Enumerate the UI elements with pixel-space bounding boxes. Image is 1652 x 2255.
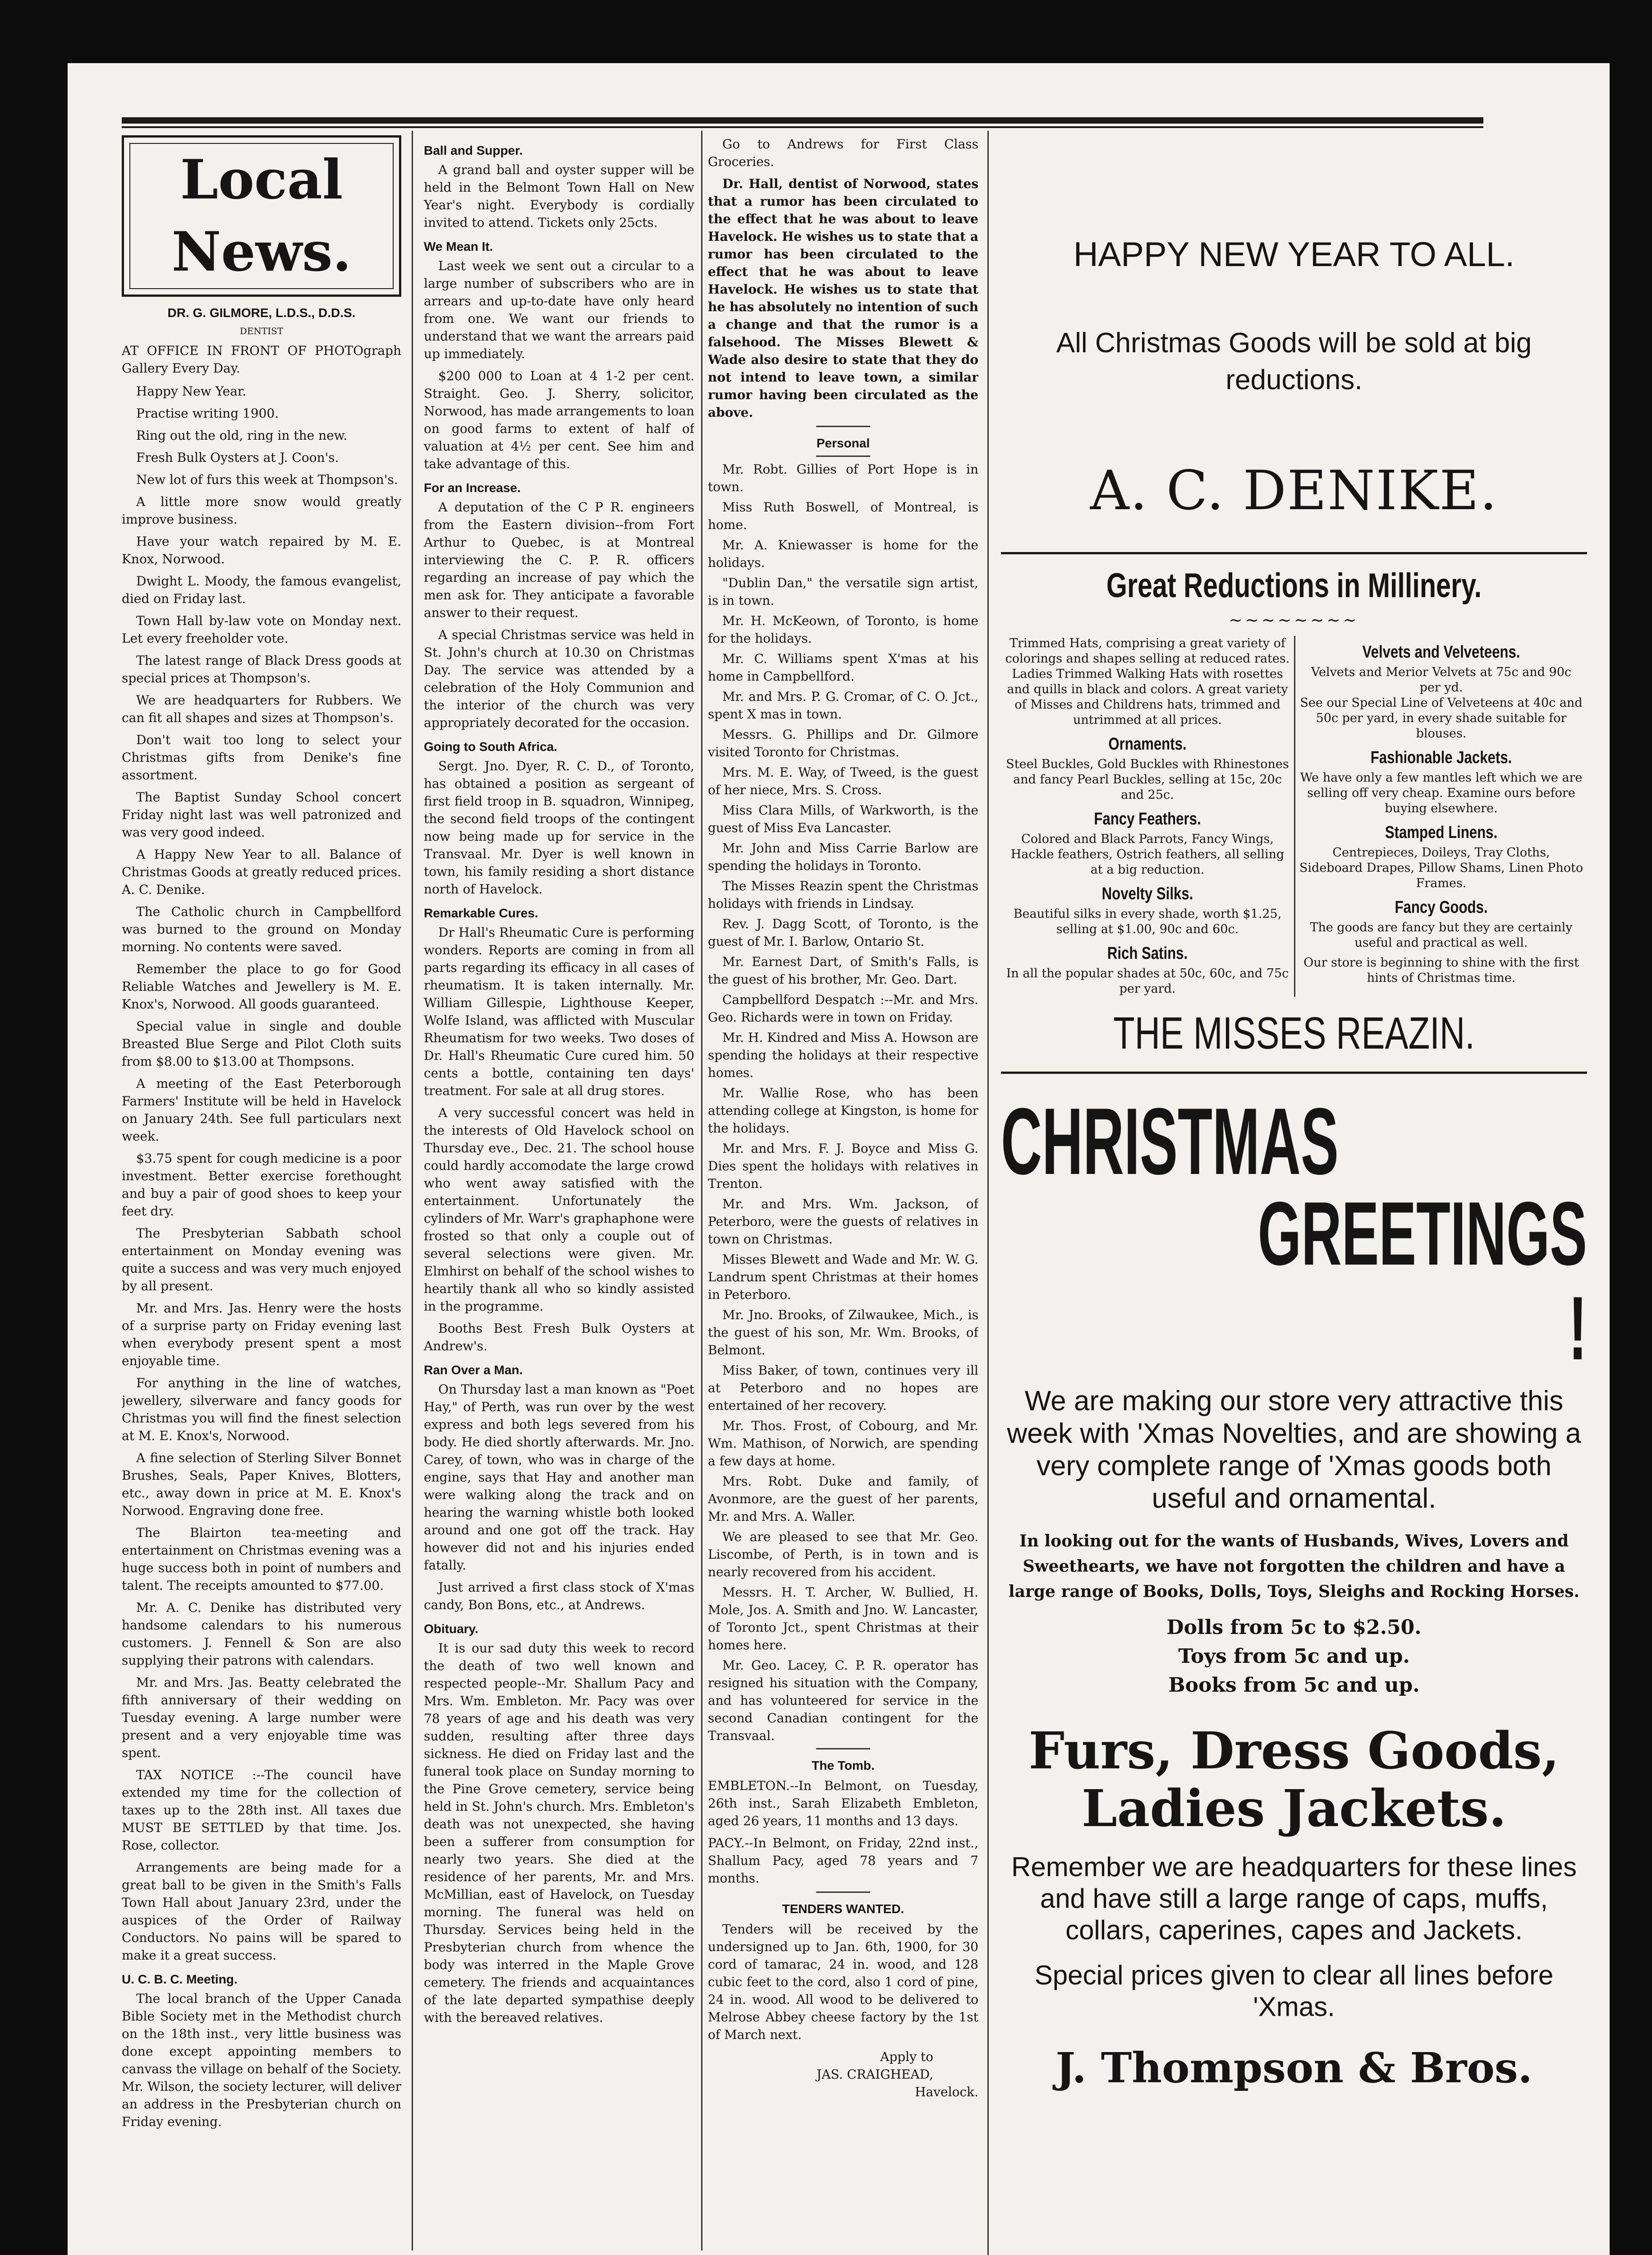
news-item: For anything in the line of watches, jewellery, silverware and fancy goods for Christmas you will find the finest selection at M. E. Knox's, Norwood. bbox=[122, 1376, 401, 1443]
ad-divider bbox=[1001, 552, 1587, 554]
news-item: The latest range of Black Dress goods at special prices at Thompson's. bbox=[122, 653, 401, 686]
divider bbox=[816, 456, 870, 457]
divider bbox=[816, 1748, 870, 1749]
dentist-office: AT OFFICE IN FRONT OF PHOTOgraph Gallery Every Day. bbox=[122, 343, 401, 376]
millinery-ad bbox=[1001, 563, 1587, 1063]
news-item: Remember the place to go for Good Reliable Watches and Jewellery is M. E. Knox's, Norwood. All goods guaranteed. bbox=[122, 962, 401, 1012]
velveteens-text: See our Special Line of Velveteens at 40c and 50c per yard, in every shade suitable for blouses. bbox=[1300, 696, 1583, 741]
news-item: Messrs. G. Phillips and Dr. Gilmore visited Toronto for Christmas. bbox=[708, 727, 978, 759]
tenders-text: Tenders will be received by the undersigned up to Jan. 6th, 1900, for 30 cord of tamarac, 24 in. wood, and 128 cubic feet to the cord, also 1 cord of pine, 24 in. wood. All wood to be delivered to Melrose Abbey cheese factory by the 1st of March next. bbox=[708, 1922, 978, 2042]
news-item: Misses Blewett and Wade and Mr. W. G. Landrum spent Christmas at their homes in Peterboro. bbox=[708, 1252, 978, 1302]
millinery-columns bbox=[1001, 636, 1587, 997]
andrews-text: Go to Andrews for First Class Groceries. bbox=[708, 137, 978, 169]
divider bbox=[816, 426, 870, 427]
christmas-heading: CHRISTMAS bbox=[1001, 1088, 1339, 1194]
price-toys: Toys from 5c and up. bbox=[1178, 1645, 1410, 1668]
news-item: Mr. Robt. Gillies of Port Hope is in town. bbox=[708, 462, 978, 494]
africa-heading: Going to South Africa. bbox=[424, 740, 558, 754]
tenders-heading: TENDERS WANTED. bbox=[782, 1902, 904, 1916]
silks-heading: Novelty Silks. bbox=[1101, 884, 1193, 903]
cures-heading: Remarkable Cures. bbox=[424, 906, 538, 920]
cures-text: Dr Hall's Rheumatic Cure is performing wonders. Reports are coming in from all parts regarding its efficacy in all cases of rheumatism. It is taken internally. Mr. William Gillespie, Lighthouse Keeper, Wolfe Island, was afflicted with Muscular Rheumatism for two weeks. Two doses of Dr. Hall's Rheumatic Cure cured him. 50 cents a bottle, containing ten days' treatment. For sale at all drug stores. bbox=[424, 925, 694, 1098]
greetings-heading: GREETINGS ! bbox=[1257, 1183, 1587, 1379]
column-divider bbox=[987, 131, 989, 2255]
millinery-right bbox=[1294, 636, 1587, 997]
news-item: "Dublin Dan," the versatile sign artist, is in town. bbox=[708, 575, 978, 608]
ad-divider bbox=[1001, 1072, 1587, 1074]
velvets-text: Velvets and Merior Velvets at 75c and 90c per yd. bbox=[1311, 665, 1571, 695]
news-item: We are pleased to see that Mr. Geo. Liscombe, of Perth, is in town and is nearly recovered from his accident. bbox=[708, 1529, 978, 1579]
news-item: PACY.--In Belmont, on Friday, 22nd inst., Shallum Pacy, aged 78 years and 7 months. bbox=[708, 1836, 978, 1886]
news-item: Mr. and Mrs. Jas. Beatty celebrated the fifth anniversary of their wedding on Tuesday evening. A large number were present and a very enjoyable time was spent. bbox=[122, 1675, 401, 1760]
ucbc-text: The local branch of the Upper Canada Bible Society met in the Methodist church on the 18th inst., very little business was done except appointing members to canvass the village on behalf of the Society. Mr. Wilson, the society lecturer, will deliver an address in the Presbyterian church on Friday evening. bbox=[122, 1991, 401, 2129]
news-item: The Baptist Sunday School concert Friday night last was well patronized and was very good indeed. bbox=[122, 790, 401, 840]
obituary-heading: Obituary. bbox=[424, 1622, 478, 1636]
candy-text: Just arrived a first class stock of X'mas candy, Bon Bons, etc., at Andrews. bbox=[424, 1580, 694, 1612]
linens-text: Centrepieces, Doileys, Tray Cloths, Sideboard Drapes, Pillow Shams, Linen Photo Frames. bbox=[1299, 846, 1583, 890]
feathers-heading: Fancy Feathers. bbox=[1094, 810, 1201, 828]
news-item: Mr. H. McKeown, of Toronto, is home for the holidays. bbox=[708, 613, 978, 646]
news-item: The Blairton tea-meeting and entertainment on Christmas evening was a huge success both in point of numbers and talent. The receipts amounted to $77.00. bbox=[122, 1525, 401, 1593]
thompson-body-4: Special prices given to clear all lines before 'Xmas. bbox=[1034, 1960, 1554, 2022]
satins-text: In all the popular shades at 50c, 60c, and 75c per yard. bbox=[1006, 966, 1289, 996]
news-item: Mr. A. C. Denike has distributed very handsome calendars to his numerous customers. J. Fennell & Son are also supplying their patrons with calendars. bbox=[122, 1600, 401, 1668]
increase-heading: For an Increase. bbox=[424, 481, 521, 495]
millinery-flourish: ~~~~~~~~ bbox=[1229, 611, 1359, 630]
news-item: Mr. A. Kniewasser is home for the holidays. bbox=[708, 538, 978, 570]
news-item: Mr. and Mrs. F. J. Boyce and Miss G. Dies spent the holidays with relatives in Trenton. bbox=[708, 1141, 978, 1191]
thompson-body-2: In looking out for the wants of Husbands, Wives, Lovers and Sweethearts, we have not forgotten the children and have a large range of Books, Dolls, Toys, Sleighs and Rocking Horses. bbox=[1008, 1532, 1580, 1601]
obituary-text: It is our sad duty this week to record the death of two well known and respected people--Mr. Shallum Pacy and Mrs. Wm. Embleton. Mr. Pacy was over 78 years of age and his death was very sudden, resulting after three days sickness. He died on Friday last and the funeral took place on Sunday morning to the Pine Grove cemetery, service being held in St. John's church. Mrs. Embleton's death was not unexpected, she having been a sufferer from consumption for nearly two years. She died at the residence of her parents, Mr. and Mrs. McMillian, east of Havelock, on Tuesday morning. The funeral was held on Thursday. Services being held in the Presbyterian church from whence the body was interred in the Maple Grove cemetery. The friends and acquaintances of the late departed sympathise deeply with the bereaved relatives. bbox=[424, 1641, 694, 2025]
newspaper-page bbox=[68, 63, 1610, 2255]
news-column-2 bbox=[424, 135, 694, 2031]
news-item: The Misses Reazin spent the Christmas holidays with friends in Lindsay. bbox=[708, 879, 978, 911]
news-item: Don't wait too long to select your Christmas gifts from Denike's fine assortment. bbox=[122, 732, 401, 782]
fancy-goods-text: The goods are fancy but they are certainly useful and practical as well. bbox=[1310, 920, 1573, 950]
jackets-text: We have only a few mantles left which we are selling off very cheap. Examine ours before buying elsewhere. bbox=[1300, 771, 1583, 815]
news-item: Mr. and Mrs. Jas. Henry were the hosts of a surprise party on Friday evening last when everybody present spent a most enjoyable time. bbox=[122, 1301, 401, 1368]
news-column-3 bbox=[708, 135, 978, 2101]
news-item: EMBLETON.--In Belmont, on Tuesday, 26th inst., Sarah Elizabeth Embleton, aged 26 years, 11 months and 13 days. bbox=[708, 1778, 978, 1828]
velvets-heading: Velvets and Velveteens. bbox=[1362, 643, 1520, 662]
news-item: Mrs. M. E. Way, of Tweed, is the guest of her niece, Mrs. S. Cross. bbox=[708, 765, 978, 797]
price-dolls: Dolls from 5c to $2.50. bbox=[1166, 1616, 1422, 1639]
millinery-left bbox=[1001, 636, 1294, 997]
top-rule-thin bbox=[122, 126, 1483, 128]
dentist-name: DR. G. GILMORE, L.D.S., D.D.S. bbox=[167, 306, 356, 320]
news-item: Mr. and Mrs. Wm. Jackson, of Peterboro, were the guests of relatives in town on Christmas. bbox=[708, 1197, 978, 1247]
news-item: New lot of furs this week at Thompson's. bbox=[136, 472, 398, 487]
column-divider bbox=[701, 131, 702, 2250]
run-over-text: On Thursday last a man known as "Poet Hay," of Perth, was run over by the west express and both legs severed from his body. He died shortly afterwards. Mr. Jno. Carey, of town, who was in charge of the engine, says that Hay and another man were walking along the track and on hearing the warning whistle both looked around and one got off the track. Hay however did not and his injuries ended fatally. bbox=[424, 1382, 694, 1573]
tenders-place: Havelock. bbox=[915, 2085, 978, 2099]
news-item: The Catholic church in Campbellford was burned to the ground on Monday morning. No contents were saved. bbox=[122, 904, 401, 954]
mean-text: Last week we sent out a circular to a large number of subscribers who are in arrears and up-to-date have only heard from one. We want our friends to understand that we want the arrears paid up immediately. bbox=[424, 258, 694, 361]
local-items bbox=[122, 382, 401, 1964]
thompson-body-1: We are making our store very attractive this week with 'Xmas Novelties, and are showing a very complete range of 'Xmas goods both useful and ornamental. bbox=[1007, 1385, 1581, 1514]
news-item: Mr. Jno. Brooks, of Zilwaukee, Mich., is the guest of his son, Mr. Wm. Brooks, of Belmont. bbox=[708, 1307, 978, 1358]
ball-heading: Ball and Supper. bbox=[424, 143, 523, 157]
news-item: Campbellford Despatch :--Mr. and Mrs. Geo. Richards were in town on Friday. bbox=[708, 992, 978, 1025]
concert-text: A very successful concert was held in the interests of Old Havelock school on Thursday eve., Dec. 21. The school house could hardly accomodate the large crowd who went away satisfied with the entertainment. Unfortunately the cylinders of Mr. Warr's graphaphone were frosted so that only a couple out of several selections were given. Mr. Elmhirst on behalf of the school wishes to heartily thank all who so kindly assisted in the programme. bbox=[424, 1105, 694, 1314]
tomb-items bbox=[708, 1777, 978, 1887]
booths-text: Booths Best Fresh Bulk Oysters at Andrew's. bbox=[424, 1321, 694, 1353]
furs-heading: Furs, Dress Goods, Ladies Jackets. bbox=[1028, 1721, 1560, 1838]
news-item: Mr. H. Kindred and Miss A. Howson are spending the holidays at their respective homes. bbox=[708, 1030, 978, 1080]
run-over-heading: Ran Over a Man. bbox=[424, 1363, 523, 1377]
news-item: Mr. Wallie Rose, who has been attending college at Kingston, is home for the holidays. bbox=[708, 1086, 978, 1136]
jackets-heading: Fashionable Jackets. bbox=[1370, 748, 1512, 767]
masthead-frame bbox=[122, 135, 401, 297]
divider bbox=[816, 1891, 870, 1893]
masthead-title: Local News. bbox=[129, 143, 394, 289]
news-item: Town Hall by-law vote on Monday next. Let every freeholder vote. bbox=[122, 613, 401, 646]
news-item: A Happy New Year to all. Balance of Christmas Goods at greatly reduced prices. A. C. Denike. bbox=[122, 847, 401, 897]
news-item: Have your watch repaired by M. E. Knox, Norwood. bbox=[122, 534, 401, 566]
hats-text: Trimmed Hats, comprising a great variety of colorings and shapes selling at reduced rates. Ladies Trimmed Walking Hats with rosettes and quills in black and colors. A great variety of Misses and Childrens hats, trimmed and untrimmed at all prices. bbox=[1005, 636, 1290, 727]
thompson-body-3: Remember we are headquarters for these lines and have still a large range of caps, muffs, collars, caperines, capes and Jackets. bbox=[1011, 1852, 1577, 1945]
news-column-1 bbox=[122, 135, 401, 2135]
news-item: Miss Baker, of town, continues very ill at Peterboro and no hopes are entertained of her recovery. bbox=[708, 1363, 978, 1413]
feathers-text: Colored and Black Parrots, Fancy Wings, Hackle feathers, Ostrich feathers, all selling at a big reduction. bbox=[1010, 832, 1285, 877]
loan-text: $200 000 to Loan at 4 1-2 per cent. Straight. Geo. J. Sherry, solicitor, Norwood, has made arrangements to loan on good farms to extent of half of valuation at 4½ per cent. See him and take advantage of this. bbox=[424, 368, 694, 471]
fancy-goods-heading: Fancy Goods. bbox=[1395, 898, 1488, 917]
ornaments-heading: Ornaments. bbox=[1108, 735, 1187, 754]
news-item: A fine selection of Sterling Silver Bonnet Brushes, Seals, Paper Knives, Blotters, etc., away down in price at M. E. Knox's Norwood. Engraving done free. bbox=[122, 1450, 401, 1518]
denike-line: All Christmas Goods will be sold at big reductions. bbox=[1056, 327, 1532, 396]
tenders-signature: JAS. CRAIGHEAD, bbox=[816, 2067, 933, 2082]
news-item: Ring out the old, ring in the new. bbox=[136, 428, 348, 443]
news-item: Happy New Year. bbox=[136, 384, 247, 399]
news-item: Dwight L. Moody, the famous evangelist, died on Friday last. bbox=[122, 574, 401, 606]
denike-name: A. C. DENIKE. bbox=[1090, 460, 1498, 522]
price-books: Books from 5c and up. bbox=[1168, 1674, 1420, 1697]
news-item: A little more snow would greatly improve business. bbox=[122, 494, 401, 527]
personal-items bbox=[708, 460, 978, 1744]
top-rule bbox=[122, 117, 1483, 124]
tenders-apply: Apply to bbox=[880, 2049, 933, 2064]
news-item: Messrs. H. T. Archer, W. Bullied, H. Mole, Jos. A. Smith and Jno. W. Lancaster, of Toronto Jct., spent Christmas at their homes here. bbox=[708, 1585, 978, 1652]
news-item: The Presbyterian Sabbath school entertainment on Monday evening was quite a success and was very much enjoyed by all present. bbox=[122, 1226, 401, 1293]
thompson-name: J. Thompson & Bros. bbox=[1055, 2043, 1533, 2092]
mean-heading: We Mean It. bbox=[424, 239, 493, 253]
news-item: A meeting of the East Peterborough Farmers' Institute will be held in Havelock on January 24th. See full particulars next week. bbox=[122, 1076, 401, 1144]
misses-reazin-signature: THE MISSES REAZIN. bbox=[1113, 1008, 1475, 1058]
dr-hall-text: Dr. Hall, dentist of Norwood, states that a rumor has been circulated to the effect that he was about to leave Havelock. He wishes us to state that a rumor has been circulated to the effect that he was about to leave Havelock. He wishes us to state that he has absolutely no intention of such a change and that the rumor is a falsehood. The Misses Blewett & Wade also desire to state that they do not intend to leave town, a similar rumor having been circulated as the above. bbox=[708, 176, 978, 420]
news-item: Miss Ruth Boswell, of Montreal, is home. bbox=[708, 500, 978, 532]
news-item: Mr. Geo. Lacey, C. P. R. operator has resigned his situation with the Company, and has volunteered for service in the second Canadian contingent for the Transvaal. bbox=[708, 1658, 978, 1743]
news-item: Mr. Earnest Dart, of Smith's Falls, is the guest of his brother, Mr. Geo. Dart. bbox=[708, 954, 978, 987]
news-item: Special value in single and double Breasted Blue Serge and Pilot Cloth suits from $8.00 to $13.00 at Thompsons. bbox=[122, 1019, 401, 1069]
thompson-ad bbox=[1001, 1088, 1587, 2095]
linens-heading: Stamped Linens. bbox=[1385, 823, 1498, 842]
news-item: We are headquarters for Rubbers. We can fit all shapes and sizes at Thompson's. bbox=[122, 693, 401, 725]
satins-heading: Rich Satins. bbox=[1107, 944, 1188, 963]
news-item: TAX NOTICE :--The council have extended my time for the collection of taxes up to the 28th inst. All taxes due MUST BE SETTLED by that time. Jos. Rose, collector. bbox=[122, 1767, 401, 1853]
news-item: Mr. and Mrs. P. G. Cromar, of C. O. Jct., spent X mas in town. bbox=[708, 689, 978, 722]
denike-greeting: HAPPY NEW YEAR TO ALL. bbox=[1073, 235, 1515, 274]
ornaments-text: Steel Buckles, Gold Buckles with Rhinestones and fancy Pearl Buckles, selling at 15c, 20c and 25c. bbox=[1006, 757, 1289, 802]
tomb-heading: The Tomb. bbox=[812, 1758, 875, 1772]
news-item: Mr. John and Miss Carrie Barlow are spending the holidays in Toronto. bbox=[708, 841, 978, 873]
news-item: Fresh Bulk Oysters at J. Coon's. bbox=[136, 450, 339, 465]
ball-text: A grand ball and oyster supper will be held in the Belmont Town Hall on New Year's night. Everybody is cordially invited to attend. Tickets only 25cts. bbox=[424, 162, 694, 230]
dentist-subtitle: DENTIST bbox=[239, 326, 284, 336]
column-divider bbox=[412, 131, 413, 2250]
increase-text: A deputation of the C P R. engineers from the Eastern division--from Fort Arthur to Quebec, is at Montreal interviewing the C. P. R. officers regarding an increase of pay which the men ask for. They anticipate a favorable answer to their request. bbox=[424, 500, 694, 620]
news-item: Mrs. Robt. Duke and family, of Avonmore, are the guest of her parents, Mr. and Mrs. A. Waller. bbox=[708, 1474, 978, 1524]
news-item: Mr. C. Williams spent X'mas at his home in Campbellford. bbox=[708, 651, 978, 684]
price-list bbox=[1001, 1613, 1587, 1700]
news-item: Practise writing 1900. bbox=[136, 406, 279, 421]
millinery-heading: Great Reductions in Millinery. bbox=[1106, 566, 1482, 605]
personal-heading: Personal bbox=[816, 436, 870, 450]
ucbc-heading: U. C. B. C. Meeting. bbox=[122, 1972, 238, 1986]
shine-text: Our store is beginning to shine with the first hints of Christmas time. bbox=[1303, 956, 1579, 985]
news-item: Rev. J. Dagg Scott, of Toronto, is the guest of Mr. I. Barlow, Ontario St. bbox=[708, 916, 978, 949]
denike-ad bbox=[1001, 235, 1587, 525]
news-item: Miss Clara Mills, of Warkworth, is the guest of Miss Eva Lancaster. bbox=[708, 803, 978, 835]
news-item: Mr. Thos. Frost, of Cobourg, and Mr. Wm. Mathison, of Norwich, are spending a few days at home. bbox=[708, 1418, 978, 1468]
news-item: Arrangements are being made for a great ball to be given in the Smith's Falls Town Hall about January 23rd, under the auspices of the Order of Railway Conductors. No pains will be spared to make it a great success. bbox=[122, 1860, 401, 1963]
advertisements-column bbox=[1001, 144, 1587, 2095]
news-item: $3.75 spent for cough medicine is a poor investment. Better exercise forethought and buy a pair of good shoes to keep your feet dry. bbox=[122, 1151, 401, 1219]
silks-text: Beautiful silks in every shade, worth $1.25, selling at $1.00, 90c and 60c. bbox=[1013, 907, 1282, 936]
africa-text: Sergt. Jno. Dyer, R. C. D., of Toronto, has obtained a position as sergeant of first field troop in B. squadron, Winnipeg, the second field troops of the contingent now being made up for service in the Transvaal. Mr. Dyer is well known in town, his family residing a short distance north of Havelock. bbox=[424, 759, 694, 897]
special-service-text: A special Christmas service was held in St. John's church at 10.30 on Christmas Day. The service was attended by a celebration of the Holy Communion and the interior of the church was very appropriately decorated for the occasion. bbox=[424, 627, 694, 730]
